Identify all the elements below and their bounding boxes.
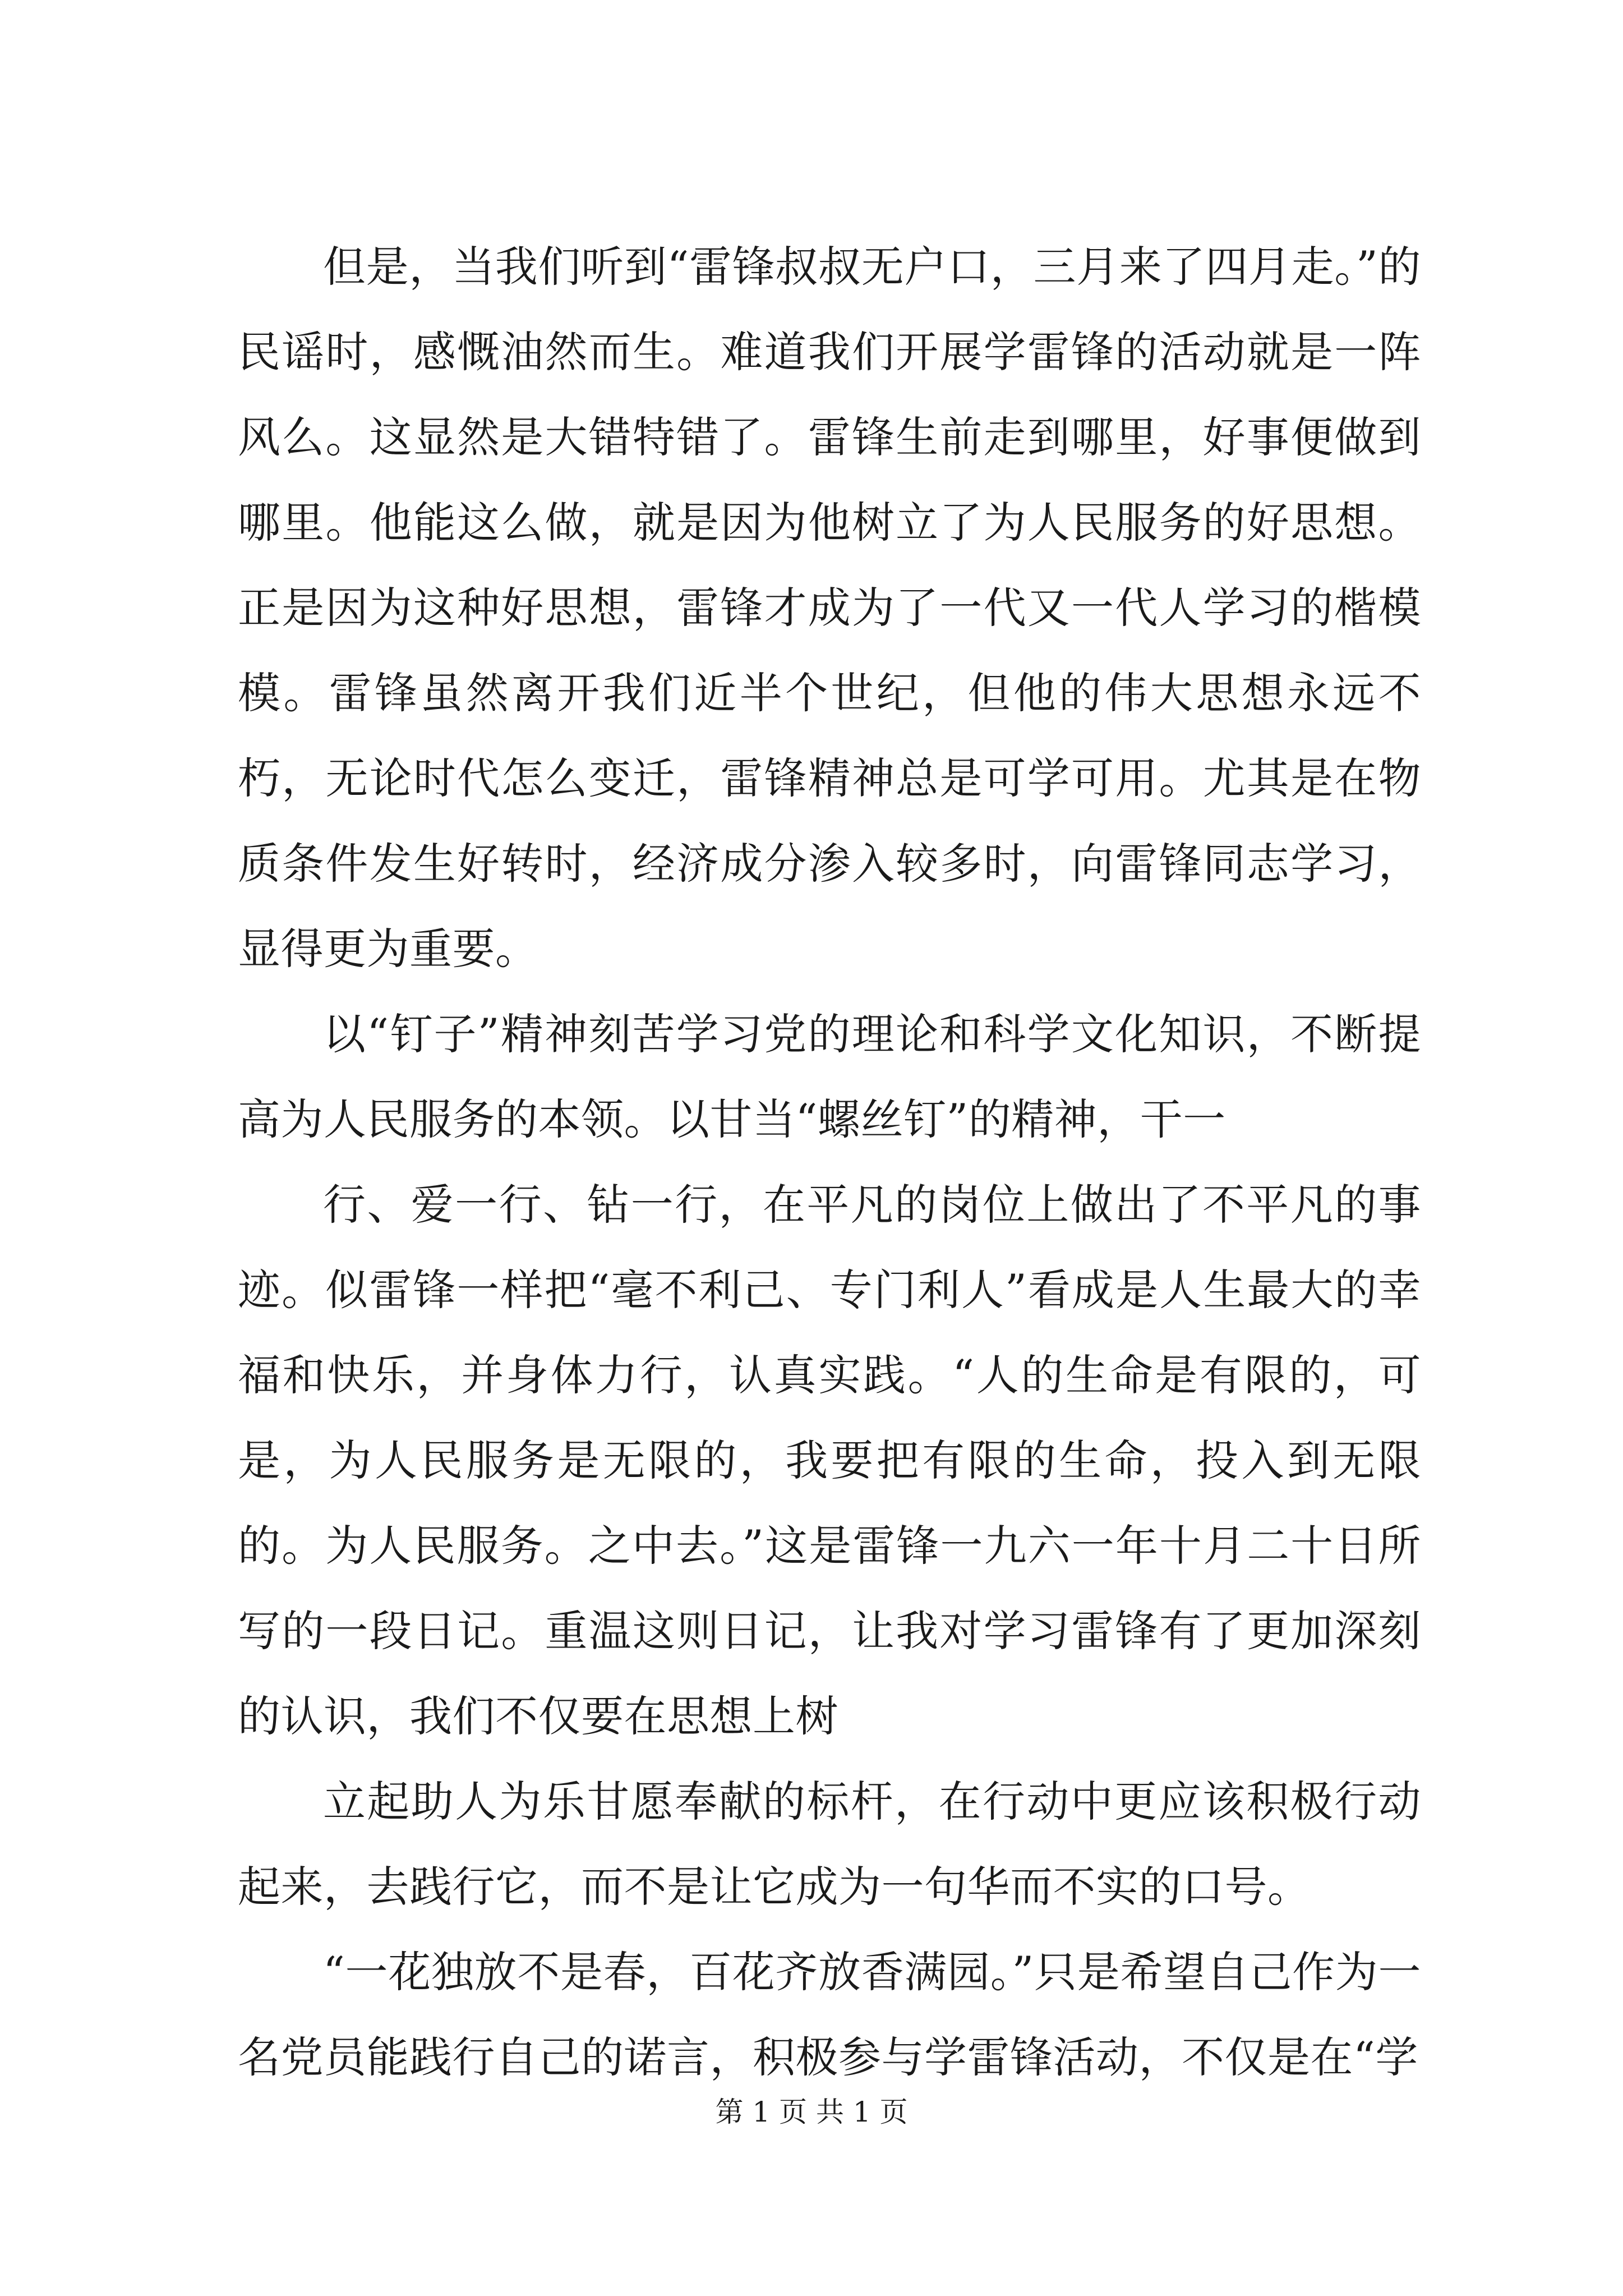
paragraph-4: 立起助人为乐甘愿奉献的标杆，在行动中更应该积极行动起来，去践行它，而不是让它成为一句华而不实的口号。 (238, 1777, 1421, 1912)
paragraph-2: 以“钉子”精神刻苦学习党的理论和科学文化知识，不断提高为人民服务的本领。以甘当“螺丝钉”的精神，干一 (238, 1009, 1421, 1144)
document-body (238, 224, 1421, 2100)
page-footer: 第 1 页 共 1 页 (715, 2096, 908, 2128)
paragraph-5: “一花独放不是春，百花齐放香满园。”只是希望自己作为一名党员能践行自己的诺言，积极参与学雷锋活动，不仅是在“学 (238, 1947, 1421, 2082)
paragraph-1: 但是，当我们听到“雷锋叔叔无户口，三月来了四月走。”的民谣时，感慨油然而生。难道我们开展学雷锋的活动就是一阵风么。这显然是大错特错了。雷锋生前走到哪里，好事便做到哪里。他能这么做，就是因为他树立了为人民服务的好思想。正是因为这种好思想，雷锋才成为了一代又一代人学习的楷模模。雷锋虽然离开我们近半个世纪，但他的伟大思想永远不朽，无论时代怎么变迁，雷锋精神总是可学可用。尤其是在物质条件发生好转时，经济成分渗入较多时，向雷锋同志学习，显得更为重要。 (238, 242, 1421, 974)
paragraph-3: 行、爱一行、钻一行，在平凡的岗位上做出了不平凡的事迹。似雷锋一样把“毫不利己、专门利人”看成是人生最大的幸福和快乐，并身体力行，认真实践。“人的生命是有限的，可是，为人民服务是无限的，我要把有限的生命，投入到无限的。为人民服务。之中去。”这是雷锋一九六一年十月二十日所写的一段日记。重温这则日记，让我对学习雷锋有了更加深刻的认识，我们不仅要在思想上树 (238, 1180, 1421, 1741)
